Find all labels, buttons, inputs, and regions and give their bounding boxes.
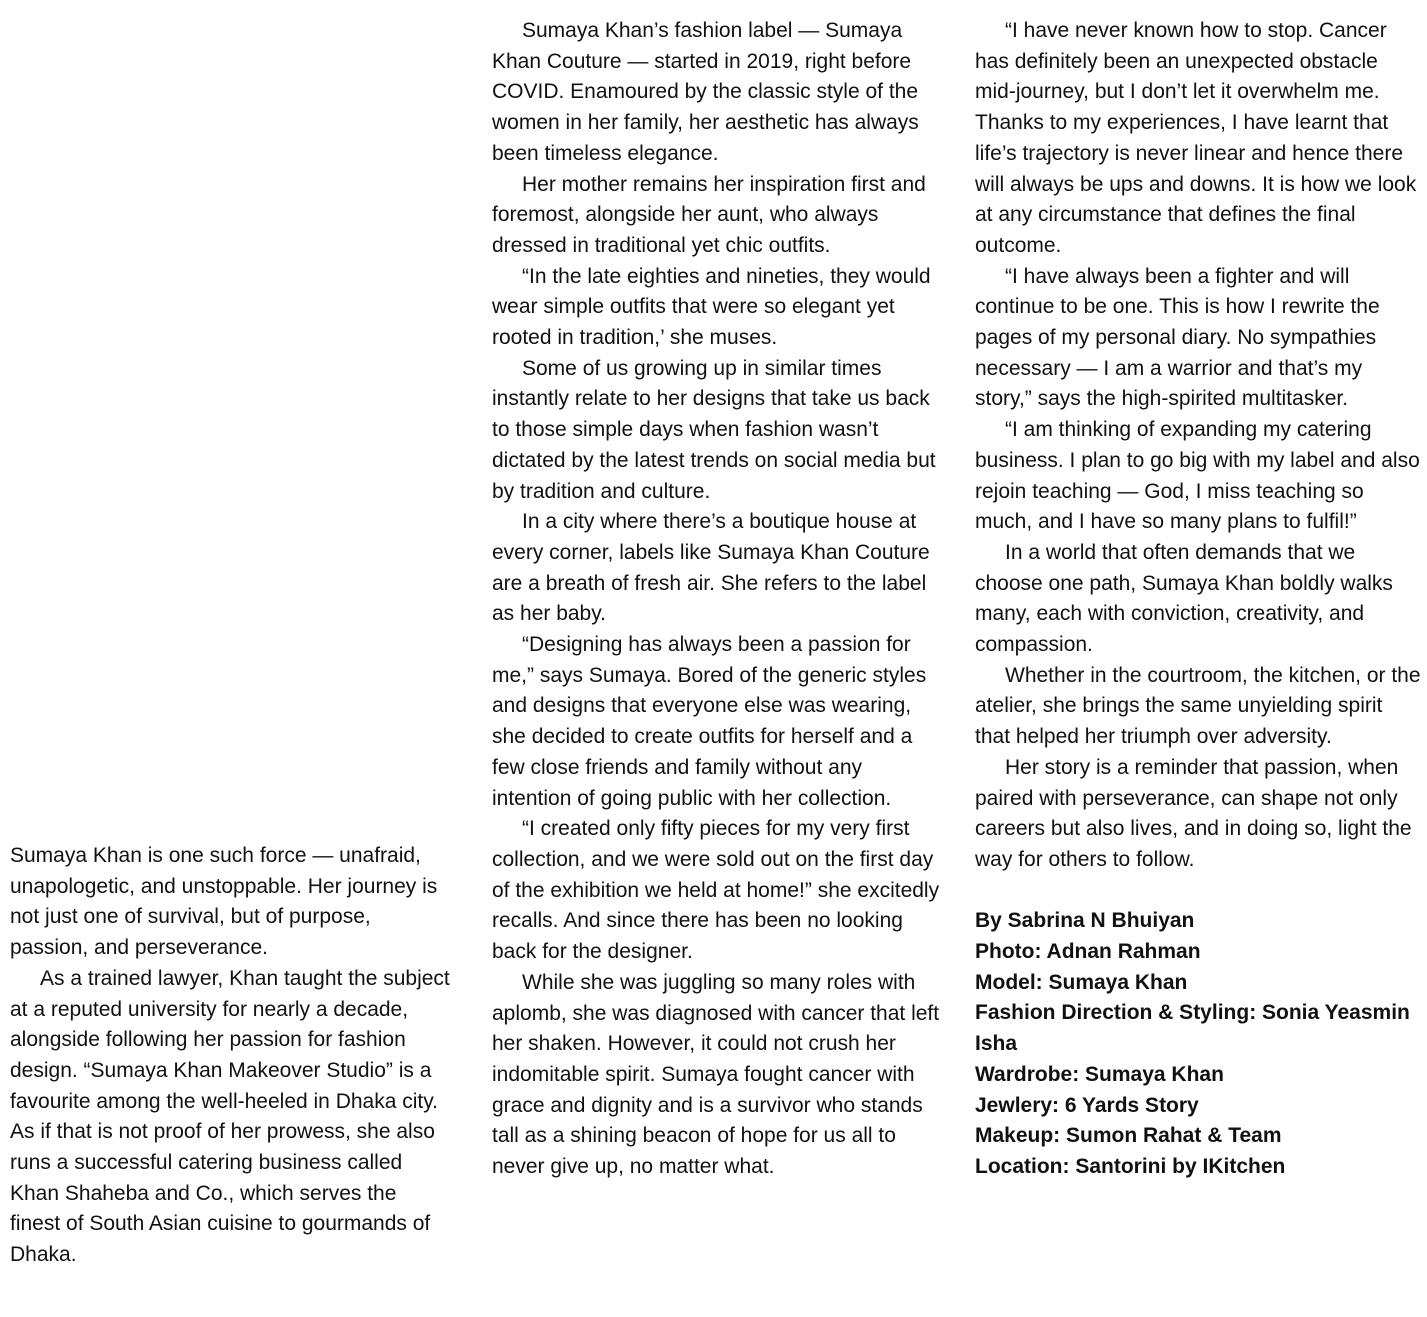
jewelry-credit: Jewlery: 6 Yards Story <box>975 1093 1199 1117</box>
article-column-2 <box>492 16 942 1183</box>
paragraph: Her mother remains her inspiration first and foremost, alongside her aunt, who always dressed in traditional yet chic outfits. <box>492 172 926 257</box>
styling-credit: Fashion Direction & Styling: Sonia Yeasmin Isha <box>975 1001 1410 1056</box>
paragraph: As a trained lawyer, Khan taught the subject at a reputed university for nearly a decade, alongside following her passion for fashion design. “Sumaya Khan Makeover Studio” is a favourite among the well-heeled in Dhaka city. As if that is not proof of her prowess, she also runs a successful catering business called Khan Shaheba and Co., which serves the finest of South Asian cuisine to gourmands of Dhaka. <box>10 966 450 1267</box>
makeup-credit: Makeup: Sumon Rahat & Team <box>975 1124 1282 1148</box>
paragraph: Sumaya Khan is one such force — unafraid, unapologetic, and unstoppable. Her journey is not just one of survival, but of purpose, passion, and perseverance. <box>10 844 438 960</box>
paragraph: “I have never known how to stop. Cancer has definitely been an unexpected obstacle mid-journey, but I don’t let it overwhelm me. Thanks to my experiences, I have learnt that life’s trajectory is never linear and hence there will always be ups and downs. It is how we look at any circumstance that defines the final outcome. <box>975 19 1417 257</box>
credits-block <box>975 906 1423 1182</box>
article-column-1 <box>10 841 450 1271</box>
paragraph: Whether in the courtroom, the kitchen, or the atelier, she brings the same unyielding spirit that helped her triumph over adversity. <box>975 663 1421 749</box>
paragraph: “I have always been a fighter and will continue to be one. This is how I rewrite the pages of my personal diary. No sympathies necessary — I am a warrior and that’s my story,” says the high-spirited multitasker. <box>975 264 1380 411</box>
paragraph: In a world that often demands that we choose one path, Sumaya Khan boldly walks many, each with conviction, creativity, and compassion. <box>975 540 1393 657</box>
article-column-3 <box>975 16 1423 1183</box>
paragraph: Sumaya Khan’s fashion label — Sumaya Khan Couture — started in 2019, right before COVID. Enamoured by the classic style of the women in her family, her aesthetic has always been timeless elegance. <box>492 19 919 165</box>
model-credit: Model: Sumaya Khan <box>975 970 1188 994</box>
byline: By Sabrina N Bhuiyan <box>975 909 1195 933</box>
paragraph: While she was juggling so many roles with aplomb, she was diagnosed with cancer that left her shaken. However, it could not crush her indomitable spirit. Sumaya fought cancer with grace and dignity and is a survivor who stands tall as a shining beacon of hope for us all to never give up, no matter what. <box>492 970 940 1179</box>
paragraph: “Designing has always been a passion for me,” says Sumaya. Bored of the generic styles and designs that everyone else was wearing, she decided to create outfits for herself and a few close friends and family without any intention of going public with her collection. <box>492 633 927 810</box>
paragraph: In a city where there’s a boutique house at every corner, labels like Sumaya Khan Couture are a breath of fresh air. She refers to the label as her baby. <box>492 510 930 626</box>
paragraph: “In the late eighties and nineties, they would wear simple outfits that were so elegant yet rooted in tradition,’ she muses. <box>492 264 931 350</box>
wardrobe-credit: Wardrobe: Sumaya Khan <box>975 1062 1224 1086</box>
paragraph: “I created only fifty pieces for my very first collection, and we were sold out on the first day of the exhibition we held at home!” she excitedly recalls. And since there has been no looking back for the designer. <box>492 817 940 964</box>
paragraph: Some of us growing up in similar times instantly relate to her designs that take us back to those simple days when fashion wasn’t dictated by the latest trends on social media but by tradition and culture. <box>492 356 936 503</box>
paragraph: Her story is a reminder that passion, when paired with perseverance, can shape not only careers but also lives, and in doing so, light the way for others to follow. <box>975 755 1412 871</box>
location-credit: Location: Santorini by IKitchen <box>975 1155 1286 1178</box>
photo-credit: Photo: Adnan Rahman <box>975 940 1201 964</box>
paragraph: “I am thinking of expanding my catering business. I plan to go big with my label and also rejoin teaching — God, I miss teaching so much, and I have so many plans to fulfil!” <box>975 418 1420 534</box>
